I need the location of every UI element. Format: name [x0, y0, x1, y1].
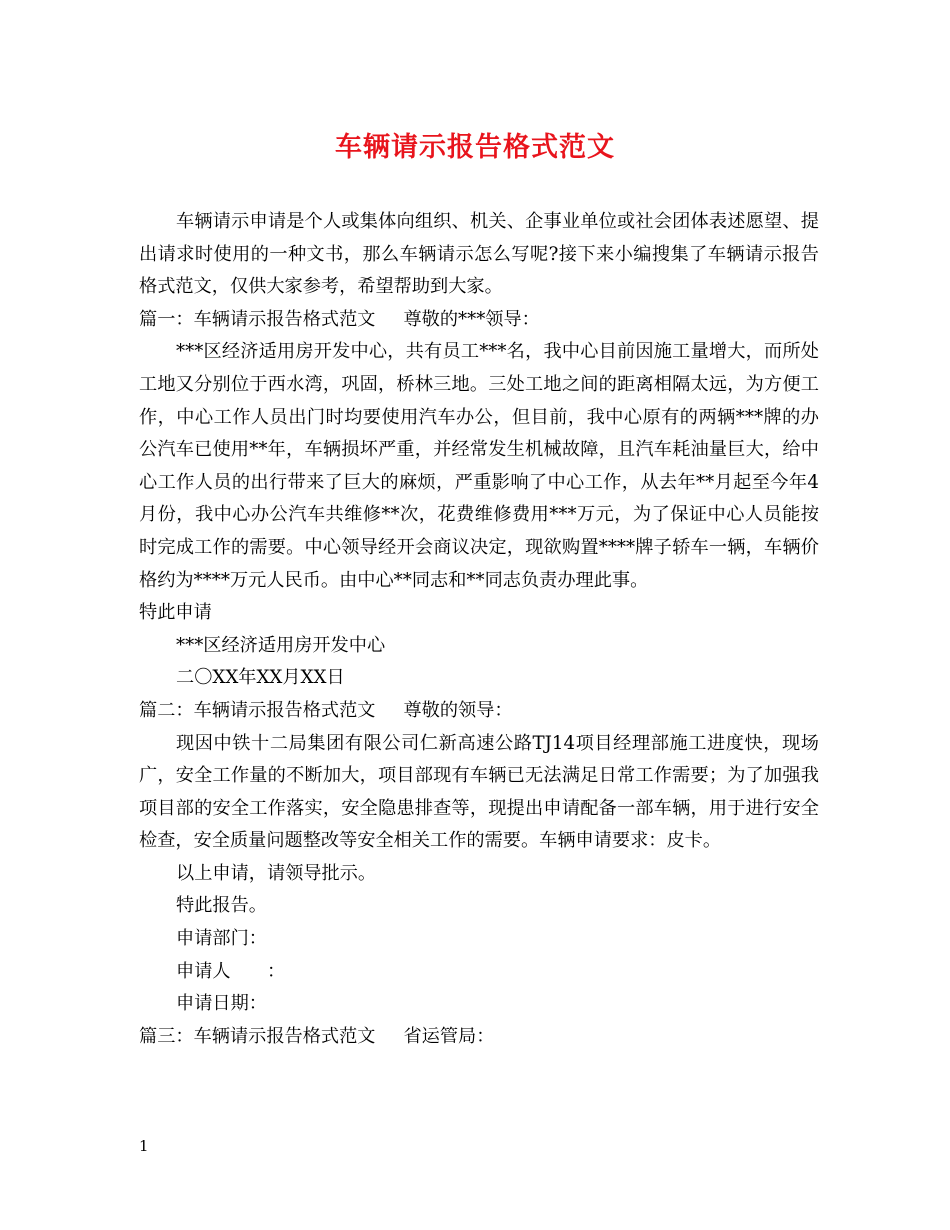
section-2-salutation: 尊敬的领导：	[403, 699, 513, 721]
section-1-date: 二〇XX年XX月XX日	[176, 667, 345, 689]
section-2-applicant-label: 申请人 ：	[176, 960, 286, 982]
section-1-body: ***区经济适用房开发中心，共有员工***名，我中心目前因施工量增大，而所处工地又分别位于西水湾，巩固，桥林三地。三处工地之间的距离相隔太远，为方便工作，中心工作人员出门时均要使用汽车办公，但目前，我中心原有的两辆***牌的办公汽车已使用**年，车辆损坏严重，并经常发生机械故障，且汽车耗油量巨大，给中心工作人员的出行带来了巨大的麻烦，严重影响了中心工作，从去年**月起至今年4月份，我中心办公汽车共维修**次，花费维修费用***万元，为了保证中心人员能按时完成工作的需要。中心领导经开会商议决定，现欲购置****牌子轿车一辆，车辆价格约为****万元人民币。由中心**同志和**同志负责办理此事。	[139, 341, 819, 591]
section-1-closing: 特此申请	[139, 602, 212, 624]
section-2-report-line: 特此报告。	[176, 895, 267, 917]
section-1-heading: 篇一：车辆请示报告格式范文	[139, 308, 376, 330]
intro-paragraph: 车辆请示申请是个人或集体向组织、机关、企事业单位或社会团体表述愿望、提出请求时使用的一种文书，那么车辆请示怎么写呢?接下来小编搜集了车辆请示报告格式范文，仅供大家参考，希望帮助到大家。	[139, 211, 819, 298]
section-3-heading: 篇三：车辆请示报告格式范文	[139, 1025, 376, 1047]
section-3-salutation: 省运管局：	[403, 1025, 495, 1047]
section-1-salutation: 尊敬的***领导：	[403, 308, 540, 330]
page-number: 1	[139, 1137, 149, 1155]
section-2-body: 现因中铁十二局集团有限公司仁新高速公路TJ14项目经理部施工进度快，现场广，安全工作量的不断加大，项目部现有车辆已无法满足日常工作需要；为了加强我项目部的安全工作落实，安全隐患排查等，现提出申请配备一部车辆，用于进行安全检查，安全质量问题整改等安全相关工作的需要。车辆申请要求：皮卡。	[139, 732, 819, 852]
section-2-date-label: 申请日期：	[176, 993, 267, 1015]
section-1-signature: ***区经济适用房开发中心	[176, 634, 386, 656]
document-body	[139, 206, 819, 1053]
document-title: 车辆请示报告格式范文	[335, 132, 615, 163]
section-2-dept-label: 申请部门：	[176, 928, 267, 950]
section-3-heading-line	[139, 1021, 819, 1054]
section-2-heading-line	[139, 695, 819, 728]
section-2-request-line: 以上申请，请领导批示。	[176, 862, 377, 884]
section-1-heading-line	[139, 304, 819, 337]
section-2-heading: 篇二：车辆请示报告格式范文	[139, 699, 376, 721]
